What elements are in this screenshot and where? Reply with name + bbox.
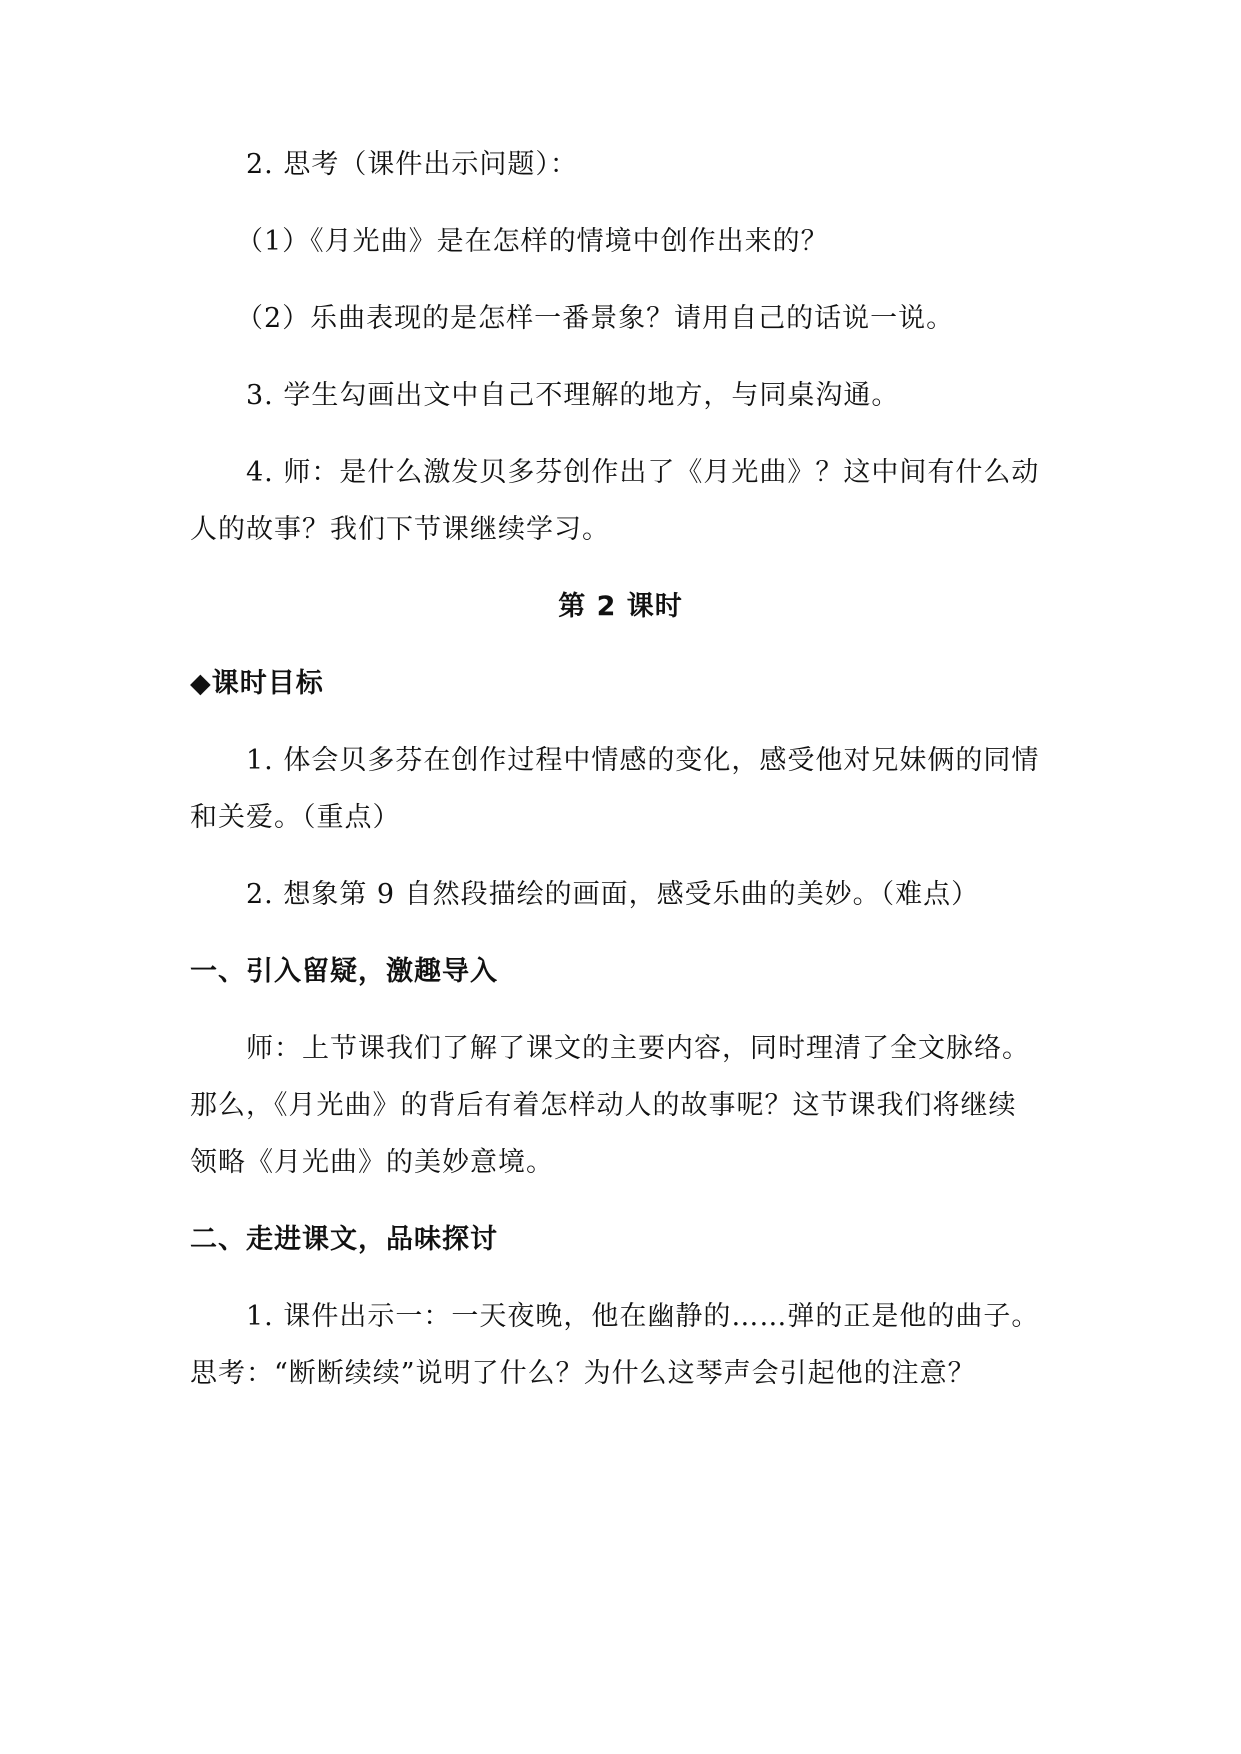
objective-2: 2. 想象第 9 自然段描绘的画面，感受乐曲的美妙。（难点） [246, 879, 980, 910]
objective-1-line-2: 和关爱。（重点） [190, 802, 401, 833]
item-4-line-1: 4. 师：是什么激发贝多芬创作出了《月光曲》？这中间有什么动 [246, 457, 1040, 488]
part-1-para-line-3: 领略《月光曲》的美妙意境。 [190, 1147, 554, 1178]
part-1-heading: 一、引入留疑，激趣导入 [190, 956, 498, 987]
part-2-item-1-line-1: 1. 课件出示一：一天夜晚，他在幽静的……弹的正是他的曲子。 [246, 1301, 1040, 1332]
item-4-line-2: 人的故事？我们下节课继续学习。 [190, 514, 610, 545]
part-2-item-1-line-2: 思考：“断断续续”说明了什么？为什么这琴声会引起他的注意？ [190, 1358, 976, 1389]
part-2-heading: 二、走进课文，品味探讨 [190, 1224, 498, 1255]
lesson-title: 第 2 课时 [558, 591, 683, 622]
question-1: （1）《月光曲》是在怎样的情境中创作出来的？ [236, 226, 829, 257]
part-1-para-line-2: 那么，《月光曲》的背后有着怎样动人的故事呢？这节课我们将继续 [190, 1090, 1017, 1121]
objectives-heading: ◆课时目标 [190, 668, 324, 699]
part-1-para-line-1: 师：上节课我们了解了课文的主要内容，同时理清了全文脉络。 [246, 1033, 1030, 1064]
item-3: 3. 学生勾画出文中自己不理解的地方，与同桌沟通。 [246, 380, 900, 411]
objective-1-line-1: 1. 体会贝多芬在创作过程中情感的变化，感受他对兄妹俩的同情 [246, 745, 1040, 776]
item-2-think: 2. 思考（课件出示问题）： [246, 149, 578, 180]
question-2: （2）乐曲表现的是怎样一番景象？请用自己的话说一说。 [236, 303, 955, 334]
